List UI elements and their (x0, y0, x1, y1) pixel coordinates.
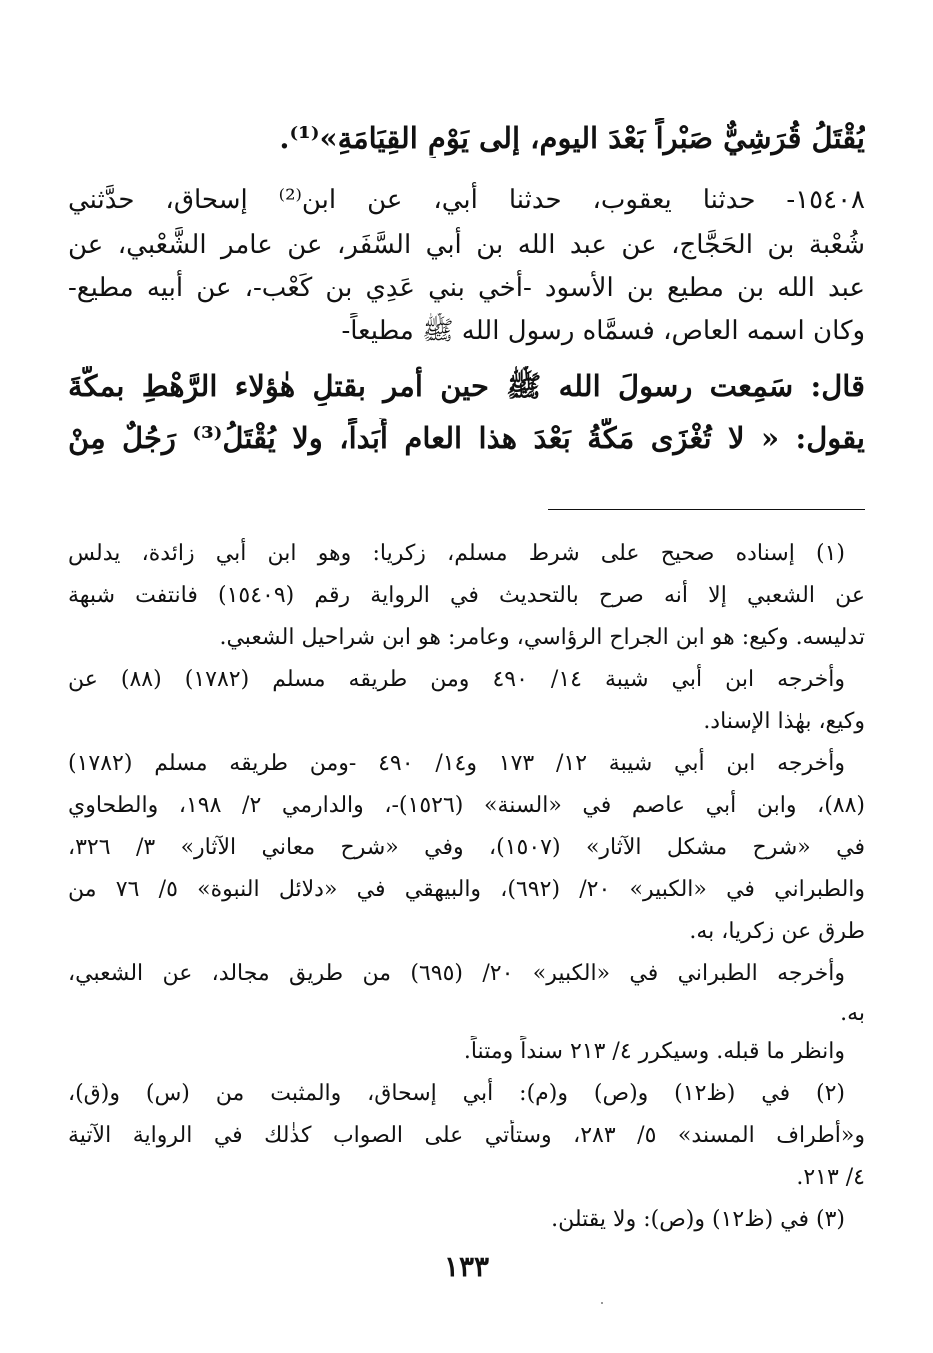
footnote-1-line-11: وأخرجه الطبراني في «الكبير» ٢٠/ (٦٩٥) من طريق مجالد، عن الشعبي، (68, 961, 845, 986)
page-number: ١٣٣ (443, 1250, 490, 1283)
footnote-1-line-10: طرق عن زكريا، به. (689, 919, 865, 944)
footnote-1-line-9: والطبراني في «الكبير» ٢٠/ (٦٩٢)، والبيهقي في «دلائل النبوة» ٥/ ٧٦ من (68, 877, 865, 902)
body-line-1: يُقْتَلُ قُرَشِيٌّ صَبْراً بَعْدَ اليوم، إلى يَوْمِ القِيَامَةِ»⁽¹⁾. (279, 121, 865, 155)
footnote-separator (548, 509, 865, 510)
body-line-6: قال: سَمِعت رسولَ الله ﷺ حين أمر بقتلِ هٰؤلاء الرَّهْطِ بمكَّةَ (68, 369, 865, 403)
footnote-1-line-6: وأخرجه ابن أبي شيبة ١٢/ ١٧٣ و١٤/ ٤٩٠ -ومن طريقه مسلم (١٧٨٢) (68, 751, 845, 776)
footnote-1-line-12: به. (840, 1001, 865, 1026)
footnote-1-line-13: وانظر ما قبله. وسيكرر ٤/ ٢١٣ سنداً ومتناً. (463, 1039, 845, 1064)
footnote-2-line-2: و«أطراف المسند» ٥/ ٢٨٣، وستأتي على الصواب كذٰلك في الرواية الآتية (68, 1123, 865, 1148)
footnote-3-line-1: (٣) في (ظ١٢) و(ص): ولا يقتلن. (551, 1207, 845, 1232)
body-line-3: شُعْبة بن الحَجَّاج، عن عبد الله بن أبي السَّفَر، عن عامر الشَّعْبي، عن (68, 230, 865, 260)
body-line-5: وكان اسمه العاص، فسمَّاه رسول الله ﷺ مطيعاً- (341, 316, 865, 346)
footnote-1-line-3: تدليسه. وكيع: هو ابن الجراح الرؤاسي، وعامر: هو ابن شراحيل الشعبي. (219, 625, 865, 650)
footnote-1-line-8: في «شرح مشكل الآثار» (١٥٠٧)، وفي «شرح معاني الآثار» ٣/ ٣٢٦، (68, 835, 865, 860)
footnote-2-line-1: (٢) في (ظ١٢) و(ص) و(م): أبي إسحاق، والمثبت من (س) و(ق)، (68, 1081, 845, 1106)
footnote-1-line-4: وأخرجه ابن أبي شيبة ١٤/ ٤٩٠ ومن طريقه مسلم (١٧٨٢) (٨٨) عن (68, 667, 845, 692)
footnote-1-line-2: عن الشعبي إلا أنه صرح بالتحديث في الرواية رقم (١٥٤٠٩) فانتفت شبهة (68, 583, 865, 608)
scan-speck (601, 1302, 603, 1304)
footnote-1-line-7: (٨٨)، وابن أبي عاصم في «السنة» (١٥٢٦)-، والدارمي ٢/ ١٩٨، والطحاوي (68, 793, 865, 818)
footnote-1-line-5: وكيع، بهٰذا الإسناد. (703, 709, 865, 734)
footnote-2-line-3: ٤/ ٢١٣. (796, 1165, 865, 1190)
footnote-1-line-1: (١) إسناده صحيح على شرط مسلم، زكريا: وهو ابن أبي زائدة، يدلس (68, 541, 845, 566)
body-line-4: عبد الله بن مطيع بن الأسود -أخي بني عَدِي بن كَعْب-، عن أبيه مطيع- (68, 273, 865, 303)
body-line-7: يقول: « لا تُغْزَى مَكَّةُ بَعْدَ هذا العام أَبَداً، ولا يُقْتَلُ⁽³⁾ رَجُلٌ مِنْ (68, 421, 865, 455)
hadith-number-line: ١٥٤٠٨- حدثنا يعقوب، حدثنا أبي، عن ابن⁽²⁾ إسحاق، حدَّثني (68, 185, 865, 215)
